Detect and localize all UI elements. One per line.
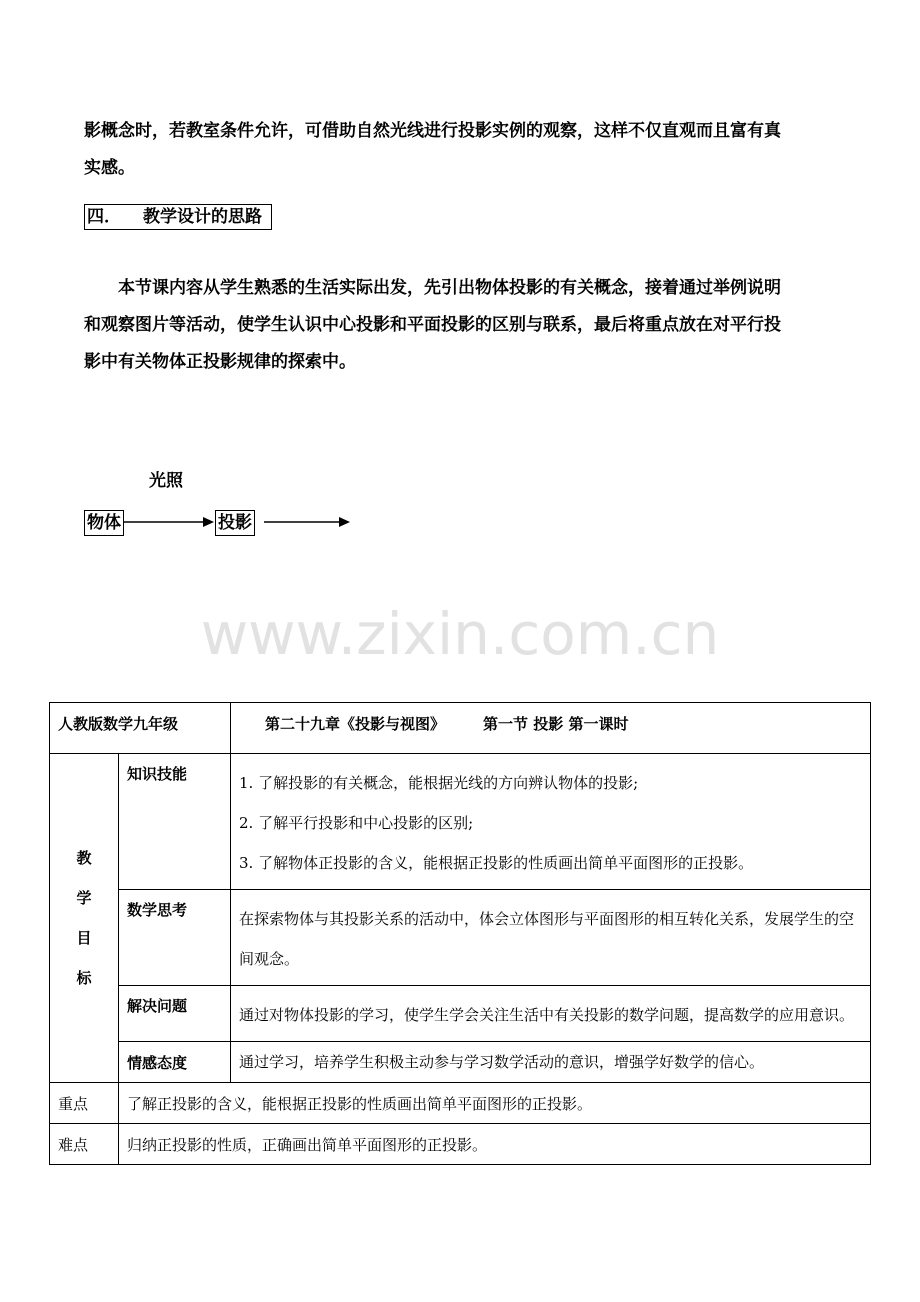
light-label: 光照 — [149, 471, 183, 491]
watermark: www.zixin.com.cn — [200, 600, 720, 668]
table-row — [50, 1124, 871, 1165]
design-paragraph — [84, 270, 784, 381]
category-math-thinking: 数学思考 — [119, 890, 231, 986]
problem-solving-description: 通过对物体投影的学习，使学生学会关注生活中有关投影的数学问题，提高数学的应用意识。 — [231, 986, 871, 1042]
key-point-text: 了解正投影的含义，能根据正投影的性质画出简单平面图形的正投影。 — [119, 1083, 871, 1124]
category-attitude: 情感态度 — [119, 1042, 231, 1083]
projection-box: 投影 — [215, 510, 255, 536]
table-header-row — [50, 703, 871, 754]
chapter-cell — [231, 703, 871, 754]
attitude-description: 通过学习，培养学生积极主动参与学习数学活动的意识，增强学好数学的信心。 — [231, 1042, 871, 1083]
arrow-from-projection — [263, 514, 351, 530]
lesson-plan-table — [49, 702, 871, 1165]
object-box: 物体 — [84, 510, 124, 536]
table-row — [50, 986, 871, 1042]
grade-label: 人教版数学九年级 — [50, 703, 231, 754]
table-row — [50, 754, 871, 890]
section-label: 第一节 投影 第一课时 — [483, 715, 629, 733]
design-paragraph-text: 本节课内容从学生熟悉的生活实际出发，先引出物体投影的有关概念，接着通过举例说明和观察图片等活动，使学生认识中心投影和平面投影的区别与联系，最后将重点放在对平行投影中有关物体正投影规律的探索中。 — [84, 278, 781, 372]
section-heading — [84, 204, 272, 230]
category-knowledge: 知识技能 — [119, 754, 231, 890]
table-row — [50, 890, 871, 986]
arrow-object-to-projection — [123, 514, 215, 530]
key-point-label: 重点 — [50, 1083, 119, 1124]
table-row — [50, 1042, 871, 1083]
difficulty-label: 难点 — [50, 1124, 119, 1165]
knowledge-description: 1. 了解投影的有关概念，能根据光线的方向辨认物体的投影; 2. 了解平行投影和中心投影的区别; 3. 了解物体正投影的含义，能根据正投影的性质画出简单平面图形的正投影。 — [231, 754, 871, 890]
section-title: 教学设计的思路 — [143, 207, 262, 227]
math-thinking-description: 在探索物体与其投影关系的活动中，体会立体图形与平面图形的相互转化关系，发展学生的空间观念。 — [231, 890, 871, 986]
objectives-label: 教 学 目 标 — [50, 754, 119, 1083]
category-problem-solving: 解决问题 — [119, 986, 231, 1042]
chapter-title: 第二十九章《投影与视图》 — [265, 715, 446, 733]
difficulty-text: 归纳正投影的性质，正确画出简单平面图形的正投影。 — [119, 1124, 871, 1165]
section-number: 四． — [87, 207, 121, 227]
table-row — [50, 1083, 871, 1124]
intro-paragraph: 影概念时，若教室条件允许，可借助自然光线进行投影实例的观察，这样不仅直观而且富有真实感。 — [84, 121, 781, 178]
